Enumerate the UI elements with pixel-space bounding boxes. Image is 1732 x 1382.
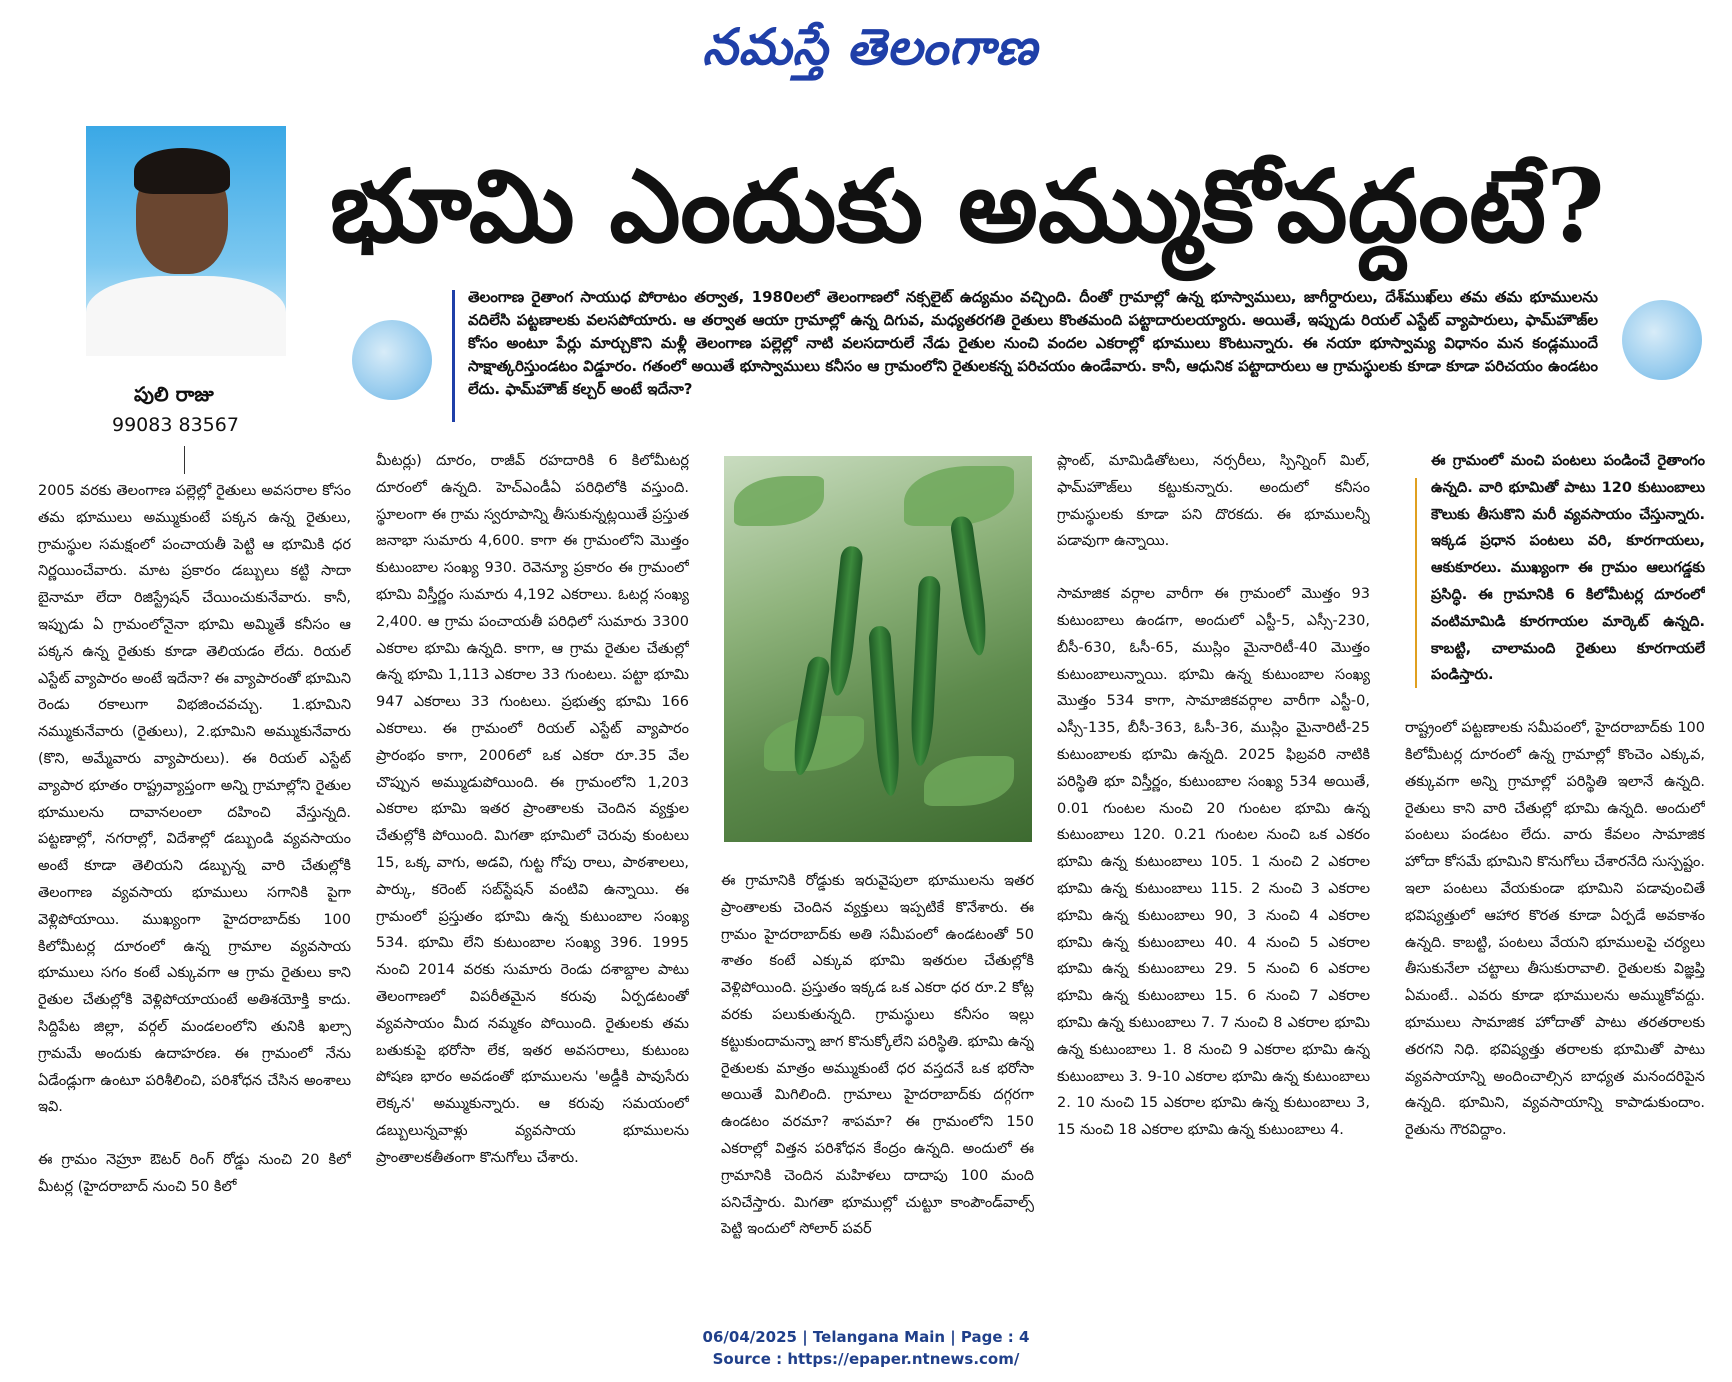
paragraph: ప్లాంట్, మామిడితోటలు, నర్సరీలు, స్పిన్నింగ్ మిల్, ఫామ్‌హౌజ్‌లు కట్టుకున్నారు. అందులో కనీసం గ్రామస్థులకు కూడా పని దొరకదు. ఈ భూములన్నీ పడావుగా ఉన్నాయి. bbox=[1057, 453, 1370, 550]
article-column-5 bbox=[1405, 448, 1705, 1308]
footer-date-line: 06/04/2025 | Telangana Main | Page : 4 bbox=[702, 1328, 1030, 1346]
article-column-2 bbox=[376, 448, 689, 1308]
decorative-bubble-right bbox=[1622, 300, 1702, 380]
paragraph: సామాజిక వర్గాల వారీగా ఈ గ్రామంలో మొత్తం 93 కుటుంబాలు ఉండగా, అందులో ఎస్టీ-5, ఎస్సీ-230, బీసీ-630, ఓసీ-65, ముస్లిం మైనారిటీ-40 మొత్తం కుటుంబాలున్నాయి. భూమి ఉన్న కుటుంబాల సంఖ్య మొత్తం 534 కాగా, సామాజికవర్గాల వారీగా ఎస్టీ-0, ఎస్సీ-135, బీసీ-363, ఓసీ-36, ముస్లిం మైనారిటీ-25 కుటుంబాలకు భూమి ఉన్నది. 2025 ఫిబ్రవరి నాటికి పరిస్థితి భూ విస్తీర్ణం, కుటుంబాల సంఖ్య 534 అయితే, 0.01 గుంటల నుంచి 20 గుంటల భూమి ఉన్న కుటుంబాలు 120. 0.21 గుంటల నుంచి ఒక ఎకరం భూమి ఉన్న కుటుంబాలు 105. 1 నుంచి 2 ఎకరాల భూమి ఉన్న కుటుంబాలు 115. 2 నుంచి 3 ఎకరాల భూమి ఉన్న కుటుంబాలు 90, 3 నుంచి 4 ఎకరాల భూమి ఉన్న కుటుంబాలు 40. 4 నుంచి 5 ఎకరాల భూమి ఉన్న కుటుంబాలు 29. 5 నుంచి 6 ఎకరాల భూమి ఉన్న కుటుంబాలు 15. 6 నుంచి 7 ఎకరాల భూమి ఉన్న కుటుంబాలు 7. 7 నుంచి 8 ఎకరాల భూమి ఉన్న కుటుంబాలు 1. 8 నుంచి 9 ఎకరాల భూమి ఉన్న కుటుంబాలు 3. 9-10 ఎకరాల భూమి ఉన్న కుటుంబాలు 2. 10 నుంచి 15 ఎకరాల భూమి ఉన్న కుటుంబాలు 3, 15 నుంచి 18 ఎకరాల భూమి ఉన్న కుటుంబాలు 4. bbox=[1057, 586, 1370, 1139]
masthead-logo: నమస్తే తెలంగాణ bbox=[702, 17, 1038, 76]
author-divider bbox=[184, 446, 185, 474]
article-column-3 bbox=[721, 868, 1034, 1308]
highlight-paragraph: ఈ గ్రామంలో మంచి పంటలు పండించే రైతాంగం ఉన్నది. వారి భూమితో పాటు 120 కుటుంబాలు కౌలుకు తీసుకొని మరీ వ్యవసాయం చేస్తున్నారు. ఇక్కడ ప్రధాన పంటలు వరి, కూరగాయలు, ఆకుకూరలు. ముఖ్యంగా ఈ గ్రామం ఆలుగడ్డకు ప్రసిద్ధి. ఈ గ్రామానికి 6 కిలోమీటర్ల దూరంలో వంటిమామిడి కూరగాయల మార్కెట్ ఉన్నది. కాబట్టి, చాలామంది రైతులు కూరగాయలే పండిస్తారు. bbox=[1405, 448, 1705, 689]
intro-accent-rule bbox=[452, 290, 455, 422]
paragraph: ఈ గ్రామం నెహ్రూ ఔటర్ రింగ్ రోడ్డు నుంచి 20 కిలో మీటర్ల (హైదరాబాద్ నుంచి 50 కిలో bbox=[38, 1152, 351, 1195]
author-name: పులి రాజు bbox=[134, 382, 214, 406]
paragraph: ఈ గ్రామానికి రోడ్డుకు ఇరువైపులా భూములను ఇతర ప్రాంతాలకు చెందిన వ్యక్తులు ఇప్పటికే కొనేశారు. ఈ గ్రామం హైదరాబాద్‌కు అతి సమీపంలో ఉండటంతో 50 శాతం కంటే ఎక్కువ భూమి ఇతరుల చేతుల్లోకి వెళ్లిపోయింది. ప్రస్తుతం ఇక్కడ ఒక ఎకరా ధర రూ.2 కోట్ల వరకు పలుకుతున్నది. గ్రామస్థులు కనీసం ఇల్లు కట్టుకుందామన్నా జాగ కొనుక్కోలేని పరిస్థితి. భూమి ఉన్న రైతులకు మాత్రం అమ్ముకుంటే ధర వస్తదనే ఒక భరోసా అయితే మిగిలింది. గ్రామాలు హైదరాబాద్‌కు దగ్గరగా ఉండటం వరమా? శాపమా? ఈ గ్రామంలోని 150 ఎకరాల్లో విత్తన పరిశోధన కేంద్రం ఉన్నది. అందులో ఈ గ్రామానికి చెందిన మహిళలు దాదాపు 100 మంది పనిచేస్తారు. మిగతా భూముల్లో చుట్టూ కాంపౌండ్‌వాల్స్ పెట్టి ఇందులో సోలార్ పవర్ bbox=[721, 873, 1034, 1238]
article-headline: భూమి ఎందుకు అమ్ముకోవద్దంటే? bbox=[330, 147, 1605, 265]
decorative-bubble-left bbox=[352, 320, 432, 400]
author-phone: 99083 83567 bbox=[112, 414, 239, 436]
paragraph: మీటర్లు) దూరం, రాజీవ్ రహదారికి 6 కిలోమీటర్ల దూరంలో ఉన్నది. హెచ్‌ఎండీఏ పరిధిలోకి వస్తుంది. స్థూలంగా ఈ గ్రామ స్వరూపాన్ని తీసుకున్నట్లయితే ప్రస్తుత జనాభా సుమారు 4,600. కాగా ఈ గ్రామంలోని మొత్తం కుటుంబాల సంఖ్య 930. రెవెన్యూ ప్రకారం ఈ గ్రామంలో భూమి విస్తీర్ణం సుమారు 4,192 ఎకరాలు. ఓటర్ల సంఖ్య 2,400. ఆ గ్రామ పంచాయతీ పరిధిలో సుమారు 3300 ఎకరాల భూమి ఉన్నది. కాగా, ఆ గ్రామ రైతుల చేతుల్లో ఉన్న భూమి 1,113 ఎకరాల 33 గుంటలు. పట్టా భూమి 947 ఎకరాలు 33 గుంటలు. ప్రభుత్వ భూమి 166 ఎకరాలు. ఈ గ్రామంలో రియల్ ఎస్టేట్ వ్యాపారం ప్రారంభం కాగా, 2006లో ఒక ఎకరా రూ.35 వేల చొప్పున అమ్ముడుపోయింది. ఈ గ్రామంలోని 1,203 ఎకరాల భూమి ఇతర ప్రాంతాలకు చెందిన వ్యక్తుల చేతుల్లోకి పోయింది. మిగతా భూమిలో చెరువు కుంటలు 15, ఒక్క వాగు, అడవి, గుట్ట గోపు రాలు, పాఠశాలలు, పార్కు, కరెంట్ సబ్‌స్టేషన్ వంటివి ఉన్నాయి. ఈ గ్రామంలో ప్రస్తుతం భూమి ఉన్న కుటుంబాల సంఖ్య 534. భూమి లేని కుటుంబాల సంఖ్య 396. 1995 నుంచి 2014 వరకు సుమారు రెండు దశాబ్దాల పాటు తెలంగాణలో విపరీతమైన కరువు ఏర్పడటంతో వ్యవసాయం మీద నమ్మకం పోయింది. రైతులకు తమ బతుకుపై భరోసా లేక, ఇతర అవసరాలు, కుటుంబ పోషణ భారం అవడంతో భూములను 'అడ్డీకి పావుసేరు లెక్కన' అమ్ముకున్నారు. ఆ కరువు సమయంలో డబ్బులున్నవాళ్లు వ్యవసాయ భూములను ప్రాంతాలకతీతంగా కొనుగోలు చేశారు. bbox=[376, 453, 689, 1166]
green-chili-photo bbox=[724, 456, 1032, 842]
article-column-4 bbox=[1057, 448, 1370, 1308]
footer-source-link[interactable]: Source : https://epaper.ntnews.com/ bbox=[712, 1350, 1020, 1368]
paragraph: 2005 వరకు తెలంగాణ పల్లెల్లో రైతులు అవసరాల కోసం తమ భూములు అమ్ముకుంటే పక్కన ఉన్న రైతులు, గ్రామస్థుల సమక్షంలో పంచాయతీ పెట్టి ఆ భూమికి ధర నిర్ణయించేవారు. మాట ప్రకారం డబ్బులు కట్టి సాదా బైనామా లేదా రిజిస్ట్రేషన్ చేయించుకునేవారు. కానీ, ఇప్పుడు ఏ గ్రామంలోనైనా భూమి అమ్మితే కనీసం ఆ పక్కన ఉన్న రైతుకు కూడా తెలియడం లేదు. రియల్ ఎస్టేట్ వ్యాపారం అంటే ఇదేనా? ఈ వ్యాపారంతో భూమిని రెండు రకాలుగా విభజించవచ్చు. 1.భూమిని నమ్ముకునేవారు (రైతులు), 2.భూమిని అమ్ముకునేవారు (కొని, అమ్మేవారు వ్యాపారులు). ఈ రియల్ ఎస్టేట్ వ్యాపార భూతం రాష్ట్రవ్యాప్తంగా అన్ని గ్రామాల్లోని రైతుల భూములను దావానలంలా దహించి వేస్తున్నది. పట్టణాల్లో, నగరాల్లో, విదేశాల్లో డబ్బుండి వ్యవసాయం అంటే కూడా తెలియని డబ్బున్న వారి చేతుల్లోకి తెలంగాణ వ్యవసాయ భూములు సగానికి పైగా వెళ్లిపోయాయి. ముఖ్యంగా హైదరాబాద్‌కు 100 కిలోమీటర్ల దూరంలో ఉన్న గ్రామాల వ్యవసాయ భూములు సగం కంటే ఎక్కువగా ఆ గ్రామ రైతులు కాని రైతుల చేతుల్లోకి వెళ్లిపోయాయంటే అతిశయోక్తి కాదు. సిద్దిపేట జిల్లా, వర్గల్ మండలంలోని తునికి ఖల్సా గ్రామమే అందుకు ఉదాహరణ. ఈ గ్రామంలో నేను ఏడేండ్లుగా ఉంటూ పరిశీలించి, పరిశోధన చేసిన అంశాలు ఇవి. bbox=[38, 483, 351, 1116]
paragraph: రాష్ట్రంలో పట్టణాలకు సమీపంలో, హైదరాబాద్‌కు 100 కిలోమీటర్ల దూరంలో ఉన్న గ్రామాల్లో కొంచెం ఎక్కువ, తక్కువగా అన్ని గ్రామాల్లో పరిస్థితి ఇలానే ఉన్నది. రైతులు కాని వారి చేతుల్లో భూమి ఉన్నది. అందులో పంటలు పండటం లేదు. వారు కేవలం సామాజిక హోదా కోసమే భూమిని కొనుగోలు చేశారనేది సుస్పష్టం. ఇలా పంటలు వేయకుండా భూమిని పడావుంచితే భవిష్యత్తులో ఆహార కొరత కూడా ఏర్పడే అవకాశం ఉన్నది. కాబట్టి, పంటలు వేయని భూములపై చర్యలు తీసుకునేలా చట్టాలు తీసుకురావాలి. రైతులకు విజ్ఞప్తి ఏమంటే.. ఎవరు కూడా భూములను అమ్ముకోవద్దు. భూములు సామాజిక హోదాతో పాటు తరతరాలకు తరగని నిధి. భవిష్యత్తు తరాలకు భూమితో పాటు వ్యవసాయాన్ని అందించాల్సిన బాధ్యత మనందరిపైన ఉన్నది. భూమిని, వ్యవసాయాన్ని కాపాడుకుందాం. రైతును గౌరవిద్దాం. bbox=[1405, 720, 1705, 1139]
article-column-1 bbox=[38, 478, 351, 1308]
author-photo bbox=[86, 126, 286, 356]
article-intro: తెలంగాణ రైతాంగ సాయుధ పోరాటం తర్వాత, 1980లలో తెలంగాణలో నక్సలైట్ ఉద్యమం వచ్చింది. దీంతో గ్రామాల్లో ఉన్న భూస్వాములు, జాగీర్దారులు, దేశ్‌ముఖ్‌లు తమ తమ భూములను వదిలేసి పట్టణాలకు వలసపోయారు. ఆ తర్వాత ఆయా గ్రామాల్లో ఉన్న దిగువ, మధ్యతరగతి రైతులు కొంతమంది పట్టాదారులయ్యారు. అయితే, ఇప్పుడు రియల్ ఎస్టేట్ వ్యాపారులు, ఫామ్‌హౌజ్‌ల కోసం అంటూ పేర్లు మార్చుకొని మళ్లీ తెలంగాణ పల్లెల్లో నాటి వలసదారులే నేడు రైతుల నుంచి వందల ఎకరాల్లో భూములు కొంటున్నారు. ఈ నయా భూస్వామ్య విధానం మన కండ్లముందే సాక్షాత్కరిస్తుండటం విడ్డూరం. గతంలో అయితే భూస్వాములు కనీసం ఆ గ్రామంలోని రైతులకన్న పరిచయం ఉండేవారు. కానీ, ఆధునిక పట్టాదారులు ఆ గ్రామస్థులకు కూడా కూడా పరిచయం ఉండటం లేదు. ఫామ్‌హౌజ్ కల్చర్ అంటే ఇదేనా? bbox=[468, 288, 1598, 398]
